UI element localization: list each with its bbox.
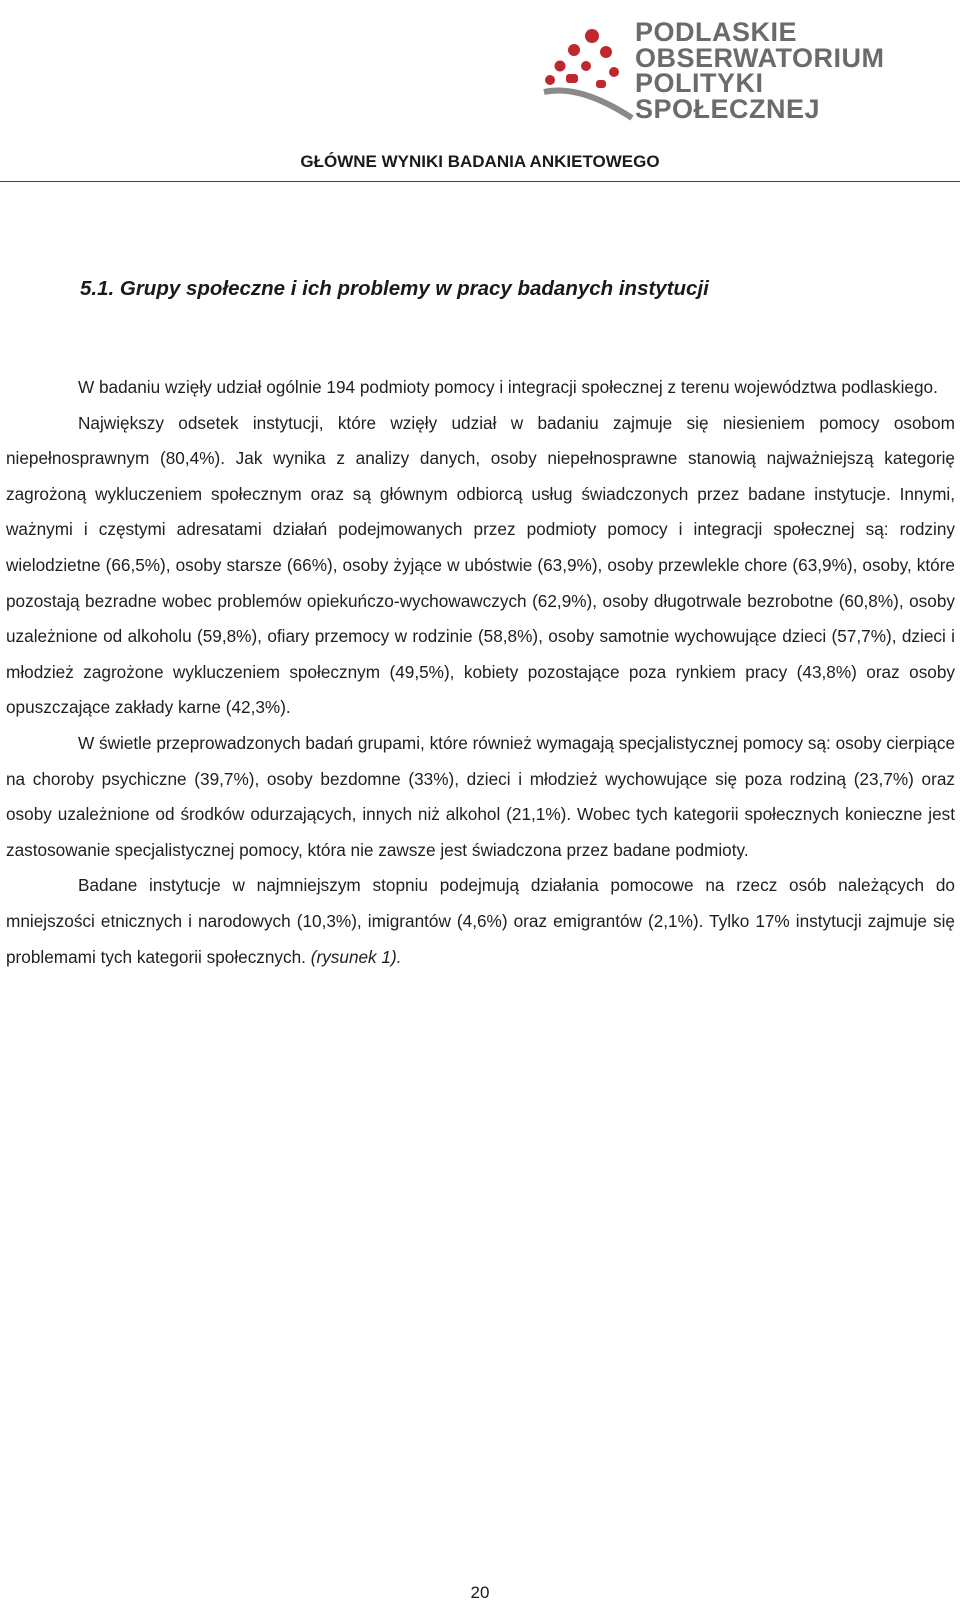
- figure-reference: (rysunek 1).: [310, 946, 402, 967]
- header-divider: [0, 181, 960, 182]
- logo-text: [635, 17, 885, 124]
- logo-line-3: POLITYKI: [635, 68, 764, 98]
- logo-line-2: OBSERWATORIUM: [635, 42, 885, 73]
- logo-line-1: PODLASKIE: [635, 17, 798, 47]
- page-number: 20: [470, 1583, 490, 1602]
- body-text: [6, 370, 955, 975]
- running-header: GŁÓWNE WYNIKI BADANIA ANKIETOWEGO: [300, 152, 660, 171]
- paragraph-3: W świetle przeprowadzonych badań grupami, które również wymagają specjalistycznej pomocy są: osoby cierpiące na choroby psychiczne (39,7%), osoby bezdomne (33%), dzieci i młodzież wychowujące się poza rodziną (23,7%) oraz osoby uzależnione od środków odurzających, innych niż alkohol (21,1%). Wobec tych kategorii społecznych konieczne jest zastosowanie specjalistycznej pomocy, która nie zawsze jest świadczona przez badane podmioty.: [6, 732, 955, 860]
- paragraph-4-text: Badane instytucje w najmniejszym stopniu podejmują działania pomocowe na rzecz osób należących do mniejszości etnicznych i narodowych (10,3%), imigrantów (4,6%) oraz emigrantów (2,1%). Tylko 17% instytucji zajmuje się problemami tych kategorii społecznych.: [6, 875, 955, 967]
- logo-line-4: SPOŁECZNEJ: [635, 93, 821, 124]
- paragraph-1: W badaniu wzięły udział ogólnie 194 podmioty pomocy i integracji społecznej z terenu województwa podlaskiego.: [78, 377, 938, 397]
- paragraph-2: Największy odsetek instytucji, które wzięły udział w badaniu zajmuje się niesieniem pomocy osobom niepełnosprawnym (80,4%). Jak wynika z analizy danych, osoby niepełnosprawne stanowią najważniejszą kategorię zagrożoną wykluczeniem społecznym oraz są głównym odbiorcą usług świadczonych przez badane instytucje. Innymi, ważnymi i częstymi adresatami działań podejmowanych przez podmioty pomocy i integracji społecznej są: rodziny wielodzietne (66,5%), osoby starsze (66%), osoby żyjące w ubóstwie (63,9%), osoby przewlekle chore (63,9%), osoby, które pozostają bezradne wobec problemów opiekuńczo-wychowawczych (62,9%), osoby długotrwale bezrobotne (60,8%), osoby uzależnione od alkoholu (59,8%), ofiary przemocy w rodzinie (58,8%), osoby samotnie wychowujące dzieci (57,7%), dzieci i młodzież zagrożone wykluczeniem społecznym (49,5%), kobiety pozostające poza rynkiem pracy (43,8%) oraz osoby opuszczające zakłady karne (42,3%).: [6, 412, 955, 718]
- logo: [540, 14, 960, 124]
- section-heading: 5.1. Grupy społeczne i ich problemy w pracy badanych instytucji: [80, 277, 709, 300]
- logo-figures-icon: [540, 14, 640, 124]
- paragraph-4: [6, 868, 955, 975]
